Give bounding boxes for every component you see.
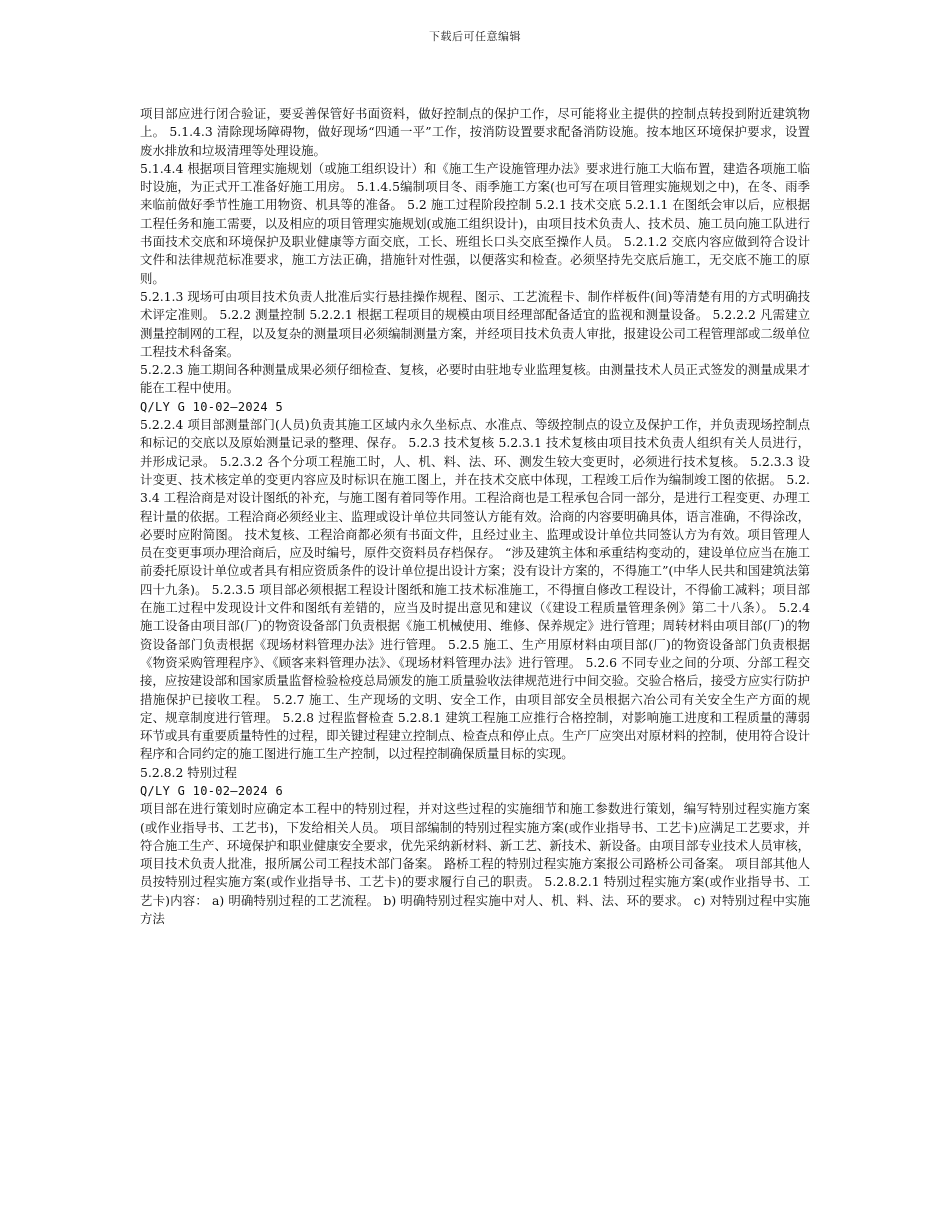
paragraph-1: 项目部应进行闭合验证，要妥善保管好书面资料，做好控制点的保护工作，尽可能将业主提供的控制点转投到附近建筑物上。 5.1.4.3 清除现场障碍物，做好现场“四通一平”工作，按消防设置要求配备消防设施。按本地区环境保护要求，设置废水排放和垃圾清理等处理设施。: [140, 106, 810, 158]
paragraph-2: 5.1.4.4 根据项目管理实施规划（或施工组织设计）和《施工生产设施管理办法》要求进行施工大临布置，建造各项施工临时设施，为正式开工准备好施工用房。 5.1.4.5编制项目冬、雨季施工方案(也可写在项目管理实施规划之中)，在冬、雨季来临前做好季节性施工用物资、机具等的准备。 5.2 施工过程阶段控制 5.2.1 技术交底 5.2.1.1 在图纸会审以后，应根据工程任务和施工需要，以及相应的项目管理实施规划(或施工组织设计)，由项目技术负责人、技术员、施工员向施工队进行书面技术交底和环境保护及职业健康等方面交底，工长、班组长口头交底至操作人员。 5.2.1.2 交底内容应做到符合设计文件和法律规范标准要求，施工方法正确，措施针对性强，以便落实和检查。必须坚持先交底后施工，无交底不施工的原则。: [140, 160, 810, 286]
paragraph-3: 5.2.1.3 现场可由项目技术负责人批准后实行悬挂操作规程、图示、工艺流程卡、制作样板件(间)等清楚有用的方式明确技术评定准则。 5.2.2 测量控制 5.2.2.1 根据工程项目的规模由项目经理部配备适宜的监视和测量设备。 5.2.2.2 凡需建立测量控制网的工程，以及复杂的测量项目必须编制测量方案，并经项目技术负责人审批，报建设公司工程管理部或二级单位工程技术科备案。: [140, 288, 810, 359]
section-heading: 5.2.8.2 特别过程: [140, 764, 237, 780]
standard-code-line: Q/LY G 10-02—2024 6: [140, 783, 283, 798]
paragraph-4: 5.2.2.3 施工期间各种测量成果必须仔细检查、复核，必要时由驻地专业监理复核。由测量技术人员正式签发的测量成果才能在工程中使用。: [140, 362, 810, 396]
document-body: [140, 105, 810, 928]
paragraph-5: 5.2.2.4 项目部测量部门(人员)负责其施工区域内永久坐标点、水准点、等级控制点的设立及保护工作，并负责现场控制点和标记的交底以及原始测量记录的整理、保存。 5.2.3 技术复核 5.2.3.1 技术复核由项目技术负责人组织有关人员进行，并形成记录。 5.2.3.2 各个分项工程施工时，人、机、料、法、环、测发生较大变更时，必须进行技术复核。 5.2.3.3 设计变更、技术核定单的变更内容应及时标识在施工图上，并在技术交底中体现，工程竣工后作为编制竣工图的依据。 5.2.3.4 工程洽商是对设计图纸的补充，与施工图有着同等作用。工程洽商也是工程承包合同一部分，是进行工程变更、办理工程计量的依据。工程洽商必须经业主、监理或设计单位共同签认方能有效。洽商的内容要明确具体，语言准确，不得涂改，必要时应附简图。 技术复核、工程洽商都必须有书面文件，且经过业主、监理或设计单位共同签认方为有效。项目管理人员在变更事项办理洽商后，应及时编号，原件交资料员存档保存。 “涉及建筑主体和承重结构变动的，建设单位应当在施工前委托原设计单位或者具有相应资质条件的设计单位提出设计方案；没有设计方案的，不得施工”(中华人民共和国建筑法第四十九条)。 5.2.3.5 项目部必须根据工程设计图纸和施工技术标准施工，不得擅自修改工程设计，不得偷工减料；项目部在施工过程中发现设计文件和图纸有差错的，应当及时提出意见和建议（《建设工程质量管理条例》第二十八条）。 5.2.4 施工设备由项目部(厂)的物资设备部门负责根据《施工机械使用、维修、保养规定》进行管理；周转材料由项目部(厂)的物资设备部门负责根据《现场材料管理办法》进行管理。 5.2.5 施工、生产用原材料由项目部(厂)的物资设备部门负责根据《物资采购管理程序》、《顾客来料管理办法》、《现场材料管理办法》进行管理。 5.2.6 不同专业之间的分项、分部工程交接，应按建设部和国家质量监督检验检疫总局颁发的施工质量验收法律规范进行中间交验。交验合格后，接受方应实行防护措施保护已接收工程。 5.2.7 施工、生产现场的文明、安全工作，由项目部安全员根据六冶公司有关安全生产方面的规定、规章制度进行管理。 5.2.8 过程监督检查 5.2.8.1 建筑工程施工应推行合格控制，对影响施工进度和工程质量的薄弱环节或具有重要质量特性的过程，即关键过程建立控制点、检查点和停止点。生产厂应突出对原材料的控制，使用符合设计程序和合同约定的施工图进行施工生产控制，以过程控制确保质量目标的实现。: [140, 417, 810, 762]
standard-code-line: Q/LY G 10-02—2024 5: [140, 399, 283, 414]
paragraph-6: 项目部在进行策划时应确定本工程中的特别过程，并对这些过程的实施细节和施工参数进行策划，编写特别过程实施方案(或作业指导书、工艺书)，下发给相关人员。 项目部编制的特别过程实施方案(或作业指导书、工艺卡)应满足工艺要求，并符合施工生产、环境保护和职业健康安全要求，优先采纳新材料、新工艺、新技术、新设备。由项目部专业技术人员审核，项目技术负责人批准，报所属公司工程技术部门备案。 路桥工程的特别过程实施方案报公司路桥公司备案。 项目部其他人员按特别过程实施方案(或作业指导书、工艺卡)的要求履行自己的职责。 5.2.8.2.1 特别过程实施方案(或作业指导书、工艺卡)内容： a) 明确特别过程的工艺流程。 b) 明确特别过程实施中对人、机、料、法、环的要求。 c) 对特别过程中实施方法: [140, 801, 810, 927]
page-header: 下载后可任意编辑: [429, 30, 521, 43]
